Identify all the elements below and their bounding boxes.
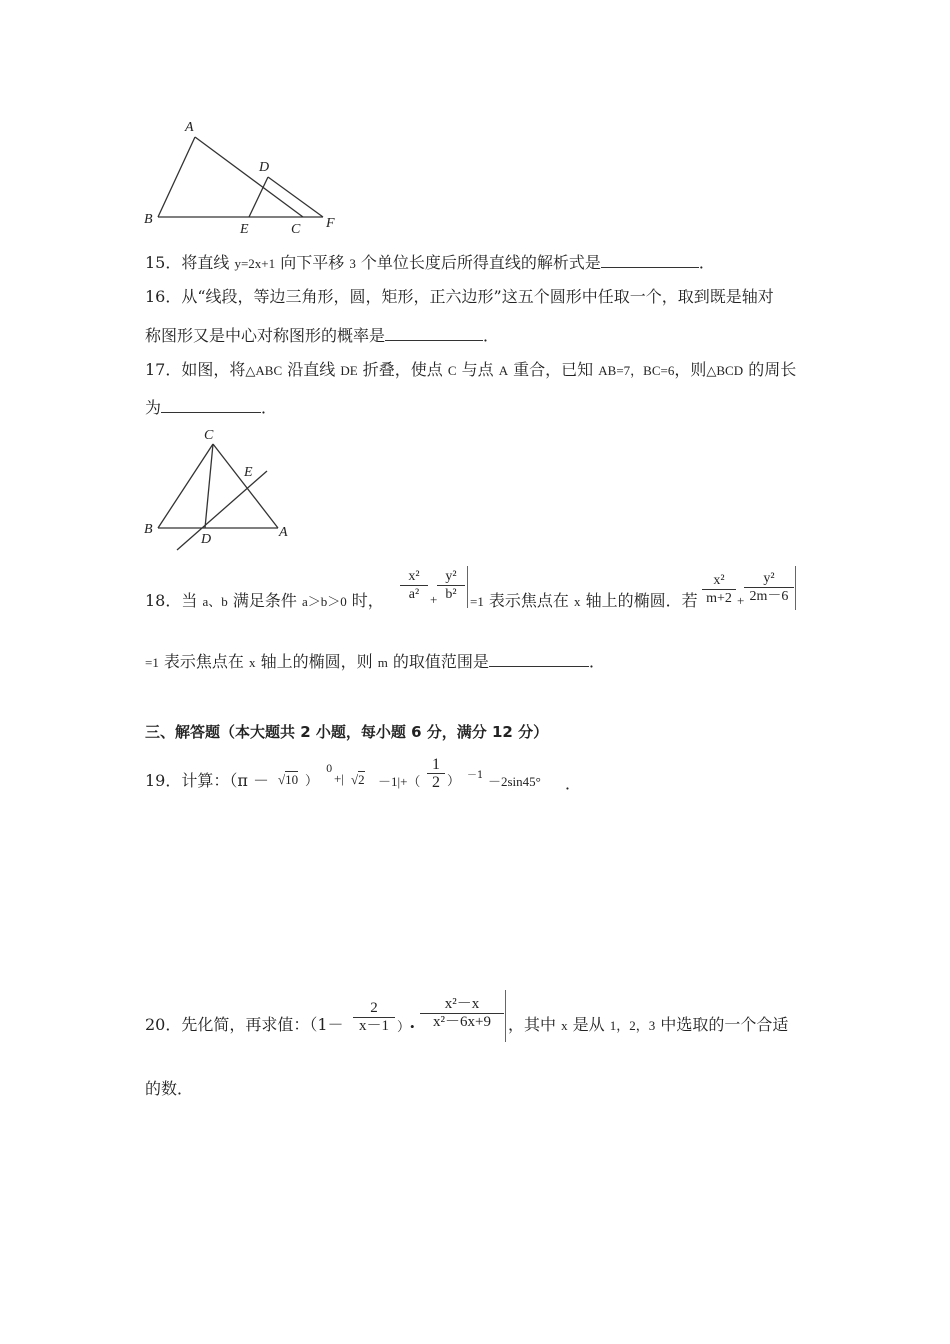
question-20-line-1 — [145, 1015, 344, 1035]
q19-end: ． — [565, 774, 582, 793]
q15-expression: y=2x+1 — [234, 256, 276, 271]
q15-number: 15． — [145, 253, 182, 272]
q19-fraction-denominator: 2 — [432, 774, 440, 791]
question-18-line-1b — [470, 591, 698, 612]
q20-text-3: 是从 — [567, 1015, 610, 1034]
q18-image-edge — [467, 566, 468, 608]
q19-paren-close-2: ） — [447, 773, 461, 788]
q20-text: 先化简，再求值：（1－ — [181, 1015, 344, 1034]
fig2-label-a: A — [279, 525, 288, 540]
q18-text-3: 时， — [346, 591, 384, 610]
q19-radicand-10: 10 — [285, 772, 299, 787]
q20-fraction-2-over-x1 — [353, 1000, 395, 1035]
q19-radicand-2: 2 — [358, 772, 365, 787]
q20-f2-numerator: x²－x — [444, 996, 480, 1012]
q17-line-de: DE — [340, 363, 358, 378]
q19-number: 19． — [145, 771, 182, 790]
fig1-label-c: C — [291, 222, 301, 237]
triangle-figure-2 — [140, 425, 300, 555]
question-18-line-2 — [145, 652, 605, 673]
q18-plus: + — [430, 592, 438, 607]
section-3-heading: 三、解答题（本大题共 2 小题，每小题 6 分，满分 12 分） — [145, 723, 549, 741]
fig1-label-d: D — [259, 160, 270, 175]
fig1-label-a: A — [185, 120, 194, 135]
question-16-line-2 — [145, 326, 499, 346]
q18-f2-denominator: b² — [445, 587, 457, 602]
q17-point-c: C — [447, 363, 457, 378]
fig2-label-b: B — [144, 522, 153, 537]
q18-end: ． — [588, 652, 605, 671]
q17-text-2: 沿直线 — [282, 360, 341, 379]
q20-paren-dot: ）• — [397, 1019, 415, 1034]
q18-x: x — [574, 594, 581, 609]
question-19 — [145, 771, 269, 791]
q17-answer-blank[interactable] — [161, 398, 261, 413]
question-17-line-2 — [145, 398, 277, 418]
q15-answer-blank[interactable] — [601, 253, 699, 268]
q18-image-edge-2 — [795, 566, 796, 610]
q15-text-3: 个单位长度后所得直线的解析式是 — [355, 253, 601, 272]
q16-answer-blank[interactable] — [385, 326, 483, 341]
q19-abs-open: +| — [334, 771, 344, 786]
q17-triangle-bcd: △BCD — [706, 363, 744, 378]
q18-f1-denominator: a² — [408, 587, 420, 602]
q20-image-edge — [505, 990, 506, 1042]
q20-text-2: ，其中 — [508, 1015, 562, 1034]
q17-text: 如图，将 — [181, 360, 246, 379]
q19-fraction-numerator: 1 — [432, 756, 440, 773]
q17-end: ． — [261, 398, 278, 417]
question-15 — [145, 253, 715, 274]
q16-end: ． — [483, 326, 500, 345]
fig1-label-b: B — [144, 212, 153, 227]
q20-f1-denominator: x－1 — [358, 1018, 389, 1034]
q17-point-a: A — [498, 363, 509, 378]
q18-f3-denominator: m+2 — [706, 591, 732, 606]
question-20-line-1b — [508, 1015, 788, 1036]
question-16-line-1 — [145, 287, 774, 307]
q17-values: AB=7，BC=6 — [598, 363, 675, 378]
q18-answer-blank[interactable] — [489, 652, 589, 667]
q18-fraction-y-over-b — [437, 568, 465, 603]
q17-text-4: 与点 — [456, 360, 499, 379]
q18-vars: a、b — [202, 594, 228, 609]
q15-text-2: 向下平移 — [275, 253, 350, 272]
q18-line2-equals: =1 — [145, 655, 159, 670]
q18-line2-text-3: 的取值范围是 — [387, 652, 489, 671]
q18-line2-m: m — [377, 655, 388, 670]
q18-condition: a＞b＞0 — [301, 594, 347, 609]
q19-exp-minus-one: －1 — [467, 770, 484, 781]
q19-exp-zero: 0 — [326, 764, 333, 775]
q18-f4-numerator: y² — [763, 571, 775, 586]
q18-f1-numerator: x² — [408, 569, 420, 584]
fig2-label-d: D — [201, 532, 212, 547]
q20-text-4: 中选取的一个合适 — [655, 1015, 789, 1034]
q20-f1-numerator: 2 — [370, 1000, 378, 1016]
q18-text: 当 — [181, 591, 203, 610]
q16-text-line-2: 称图形又是中心对称图形的概率是 — [145, 326, 386, 345]
q18-equals-one: =1 — [470, 594, 484, 609]
fig2-label-e: E — [244, 465, 253, 480]
q18-line2-x: x — [249, 655, 256, 670]
q17-text-6: ，则 — [674, 360, 707, 379]
q18-text-4: 表示焦点在 — [483, 591, 575, 610]
q19-sqrt-10: √10 — [278, 772, 299, 787]
q18-text-5: 轴上的椭圆．若 — [580, 591, 698, 610]
q18-f4-denominator: 2m－6 — [749, 589, 789, 604]
q18-plus-2: + — [737, 593, 745, 608]
q19-sqrt-2: √2 — [351, 772, 365, 787]
q18-line2-text-2: 轴上的椭圆，则 — [255, 652, 378, 671]
q16-text-line-1: 16．从“线段，等边三角形，圆，矩形，正六边形”这五个圆形中任取一个，取到既是轴对 — [145, 287, 774, 306]
q19-text-3: －2sin45° — [488, 774, 541, 789]
q20-f2-denominator: x²－6x+9 — [433, 1014, 491, 1030]
question-20-line-2 — [145, 1079, 193, 1099]
q17-text-5: 重合，已知 — [508, 360, 599, 379]
q17-text-line-2: 为 — [145, 398, 162, 417]
q15-units: 3 — [349, 256, 356, 271]
q18-line2-text: 表示焦点在 — [158, 652, 250, 671]
q17-triangle-abc: △ABC — [245, 363, 283, 378]
q17-text-7: 的周长 — [743, 360, 797, 379]
q20-fraction-main — [420, 996, 504, 1031]
q18-f3-numerator: x² — [713, 573, 725, 588]
fig1-label-f: F — [326, 216, 335, 231]
triangle-figure-1 — [140, 115, 340, 240]
fig2-label-c: C — [204, 428, 214, 443]
q19-text: 计算：（π － — [181, 771, 269, 790]
q17-number: 17． — [145, 360, 182, 379]
q20-number: 20． — [145, 1015, 182, 1034]
q18-f2-numerator: y² — [445, 569, 457, 584]
q18-fraction-x-over-a — [400, 568, 428, 603]
q18-fraction-y-over-2m6 — [744, 570, 794, 605]
question-18-line-1 — [145, 591, 384, 612]
q19-text-2: －1|+（ — [378, 774, 421, 789]
q20-text-line-2: 的数． — [145, 1079, 194, 1098]
q15-end: ． — [698, 253, 715, 272]
q19-fraction-half — [427, 756, 445, 791]
q18-fraction-x-over-m2 — [702, 572, 736, 607]
q17-text-3: 折叠，使点 — [357, 360, 448, 379]
q20-values: 1，2，3 — [609, 1018, 656, 1033]
q19-paren-close: ） — [305, 773, 319, 788]
q18-number: 18． — [145, 591, 182, 610]
question-17-line-1 — [145, 360, 796, 381]
q18-text-2: 满足条件 — [227, 591, 302, 610]
q20-x: x — [561, 1018, 568, 1033]
fig1-label-e: E — [240, 222, 249, 237]
q15-text: 将直线 — [181, 253, 235, 272]
